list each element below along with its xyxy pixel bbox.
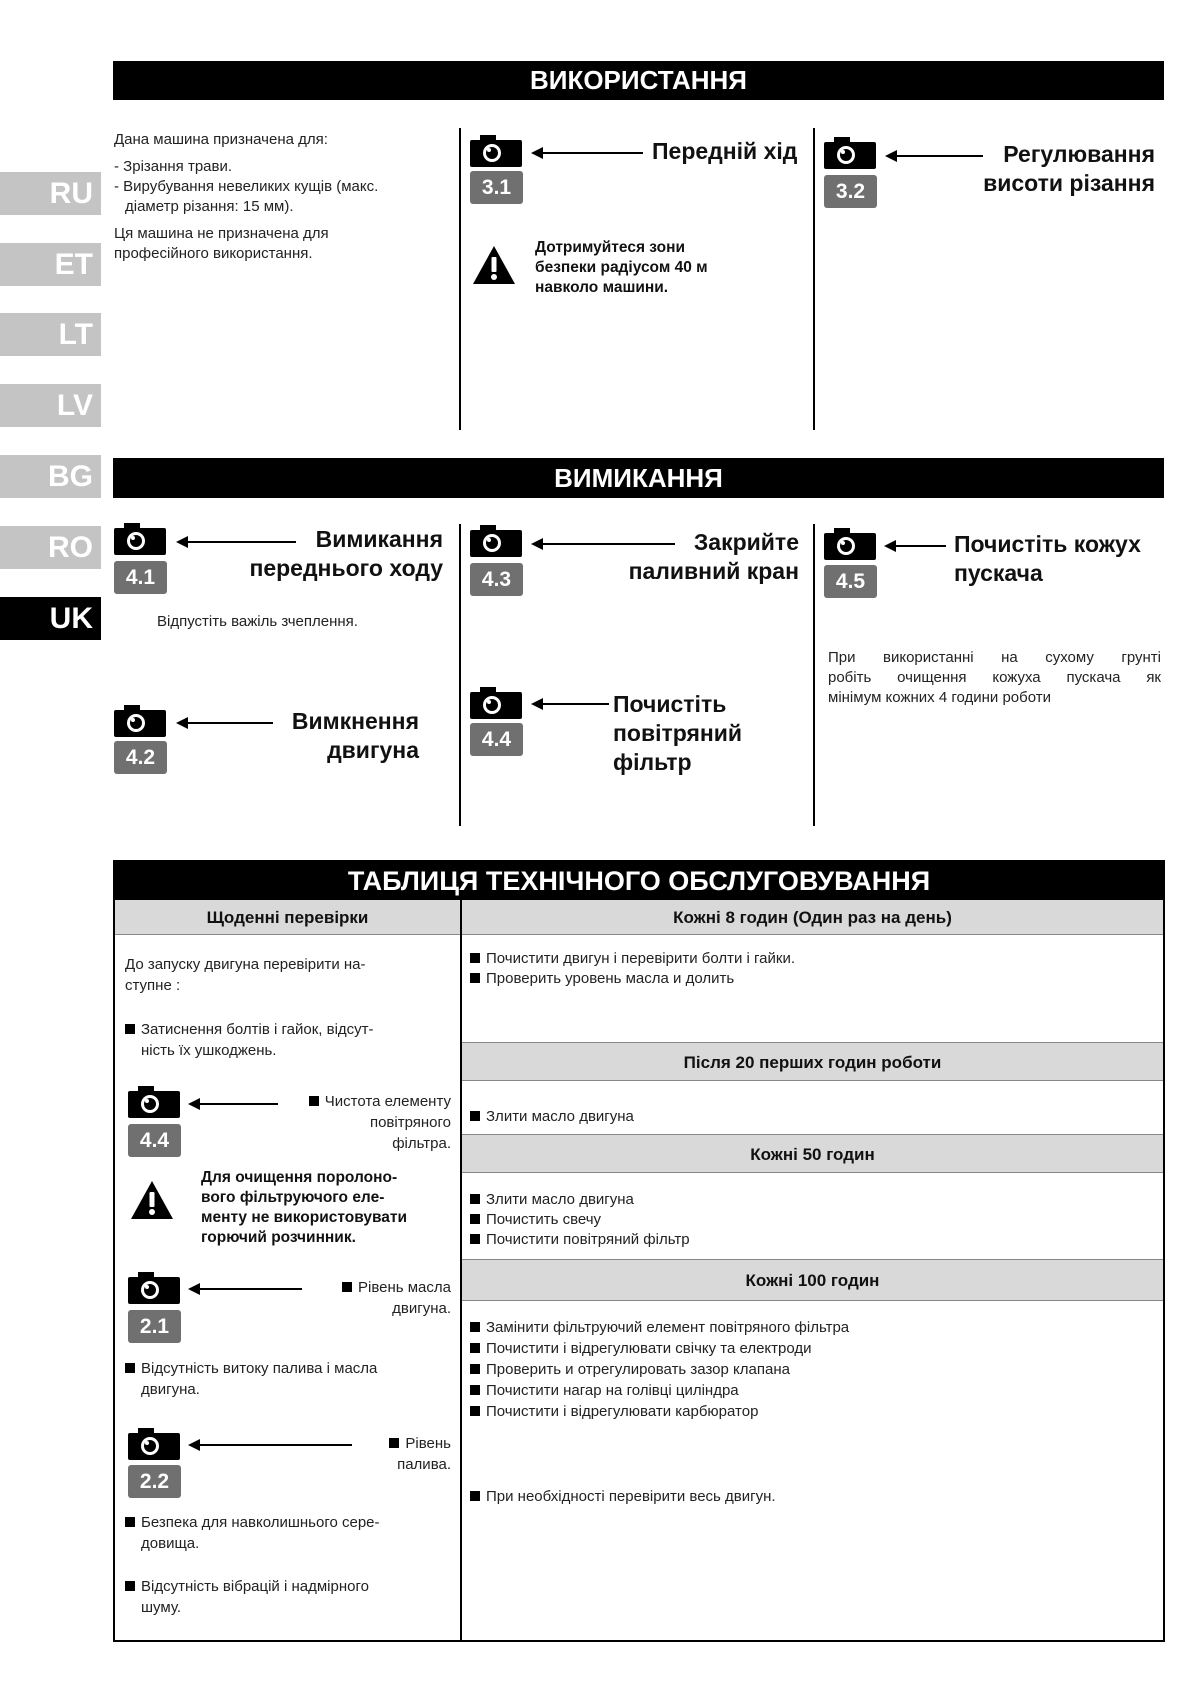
safety-zone-warning-l1: Дотримуйтеся зони bbox=[535, 239, 685, 256]
bullet-square-icon bbox=[470, 1406, 480, 1416]
arrow-icon bbox=[533, 152, 643, 154]
maintenance-item: Почистити двигун і перевірити болти і гайки. bbox=[470, 948, 795, 970]
release-clutch-text: Відпустіть важіль зчеплення. bbox=[157, 613, 358, 630]
bullet-square-icon bbox=[470, 1322, 480, 1332]
section-title-stop: ВИМИКАННЯ bbox=[113, 458, 1164, 498]
every-8-hours-header: Кожні 8 годин (Один раз на день) bbox=[462, 900, 1163, 935]
figure-badge: 4.3 bbox=[470, 563, 523, 596]
air-filter-clean-l3: фільтра. bbox=[392, 1135, 451, 1152]
figure-badge: 2.1 bbox=[128, 1310, 181, 1343]
figure-badge: 4.4 bbox=[128, 1124, 181, 1157]
air-filter-title-l2: повітряний bbox=[613, 720, 743, 746]
vibration-check-l1: Відсутність вібрацій і надмірного bbox=[125, 1576, 369, 1598]
maintenance-item: Злити масло двигуна bbox=[470, 1189, 634, 1211]
figure-badge: 4.5 bbox=[824, 565, 877, 598]
arrow-icon bbox=[190, 1103, 278, 1105]
starter-cover-text-l3: мінімум кожних 4 години роботи bbox=[828, 689, 1051, 706]
camera-icon bbox=[114, 523, 166, 555]
use-bullet-bushes: - Вирубування невеликих кущів (макс. bbox=[114, 178, 379, 195]
bolts-check-l1: Затиснення болтів і гайок, відсут- bbox=[125, 1019, 374, 1041]
bullet-square-icon bbox=[342, 1282, 352, 1292]
fuel-level-l1: Рівень bbox=[389, 1433, 451, 1455]
bullet-square-icon bbox=[309, 1096, 319, 1106]
use-note-line2: професійного використання. bbox=[114, 245, 313, 262]
camera-icon bbox=[128, 1428, 180, 1460]
maintenance-item: Почистити повітряний фільтр bbox=[470, 1229, 690, 1251]
maintenance-item: Почистити нагар на голівці циліндра bbox=[470, 1380, 739, 1402]
figure-badge: 4.4 bbox=[470, 723, 523, 756]
bullet-square-icon bbox=[125, 1024, 135, 1034]
camera-icon bbox=[128, 1272, 180, 1304]
solvent-warning-l1: Для очищення поролоно- bbox=[201, 1169, 398, 1186]
after-20-hours-header: Після 20 перших годин роботи bbox=[462, 1042, 1163, 1081]
camera-icon bbox=[114, 705, 166, 737]
safety-zone-warning-l2: безпеки радіусом 40 м bbox=[535, 259, 708, 276]
vibration-check-l2: шуму. bbox=[141, 1599, 182, 1616]
starter-cover-text-l2: робіть очищення кожуха пускача як bbox=[828, 669, 1161, 686]
maintenance-item: Почистити і відрегулювати свічку та електроди bbox=[470, 1338, 812, 1360]
bullet-square-icon bbox=[470, 953, 480, 963]
bullet-square-icon bbox=[470, 973, 480, 983]
warning-icon bbox=[472, 245, 516, 285]
forward-drive-off-title-l1: Вимикання bbox=[315, 526, 443, 552]
air-filter-clean-l2: повітряного bbox=[369, 1114, 451, 1131]
camera-icon bbox=[470, 687, 522, 719]
lang-tab-bg[interactable]: BG bbox=[0, 455, 101, 498]
arrow-icon bbox=[178, 722, 273, 724]
bullet-square-icon bbox=[470, 1234, 480, 1244]
env-safety-l2: довища. bbox=[141, 1535, 200, 1552]
lang-tab-lt[interactable]: LT bbox=[0, 313, 101, 356]
arrow-icon bbox=[190, 1444, 352, 1446]
maintenance-item: Замінити фільтруючий елемент повітряного фільтра bbox=[470, 1317, 849, 1339]
figure-badge: 2.2 bbox=[128, 1465, 181, 1498]
arrow-icon bbox=[178, 541, 296, 543]
camera-icon bbox=[470, 525, 522, 557]
column-divider bbox=[459, 128, 461, 430]
maintenance-item: Злити масло двигуна bbox=[470, 1106, 634, 1128]
oil-level-l1: Рівень масла bbox=[342, 1277, 451, 1299]
engine-off-title-l1: Вимкнення bbox=[291, 708, 419, 734]
starter-cover-text-l1: При використанні на сухому грунті bbox=[828, 649, 1161, 666]
every-50-hours-header: Кожні 50 годин bbox=[462, 1134, 1163, 1173]
use-bullet-grass: - Зрізання трави. bbox=[114, 158, 233, 175]
lang-tab-ro[interactable]: RO bbox=[0, 526, 101, 569]
maintenance-item: Проверить уровень масла и долить bbox=[470, 968, 734, 990]
bullet-square-icon bbox=[125, 1363, 135, 1373]
air-filter-title-l1: Почистіть bbox=[613, 691, 727, 717]
fuel-cock-title-l1: Закрийте bbox=[693, 529, 799, 555]
bullet-square-icon bbox=[470, 1491, 480, 1501]
camera-icon bbox=[824, 528, 876, 560]
forward-drive-title: Передній хід bbox=[652, 138, 798, 164]
cut-height-title-l1: Регулювання bbox=[1003, 141, 1155, 167]
oil-level-l2: двигуна. bbox=[392, 1300, 451, 1317]
use-bullet-bushes-cont: діаметр різання: 15 мм). bbox=[125, 198, 294, 215]
solvent-warning-l3: менту не використовувати bbox=[201, 1209, 408, 1226]
safety-zone-warning-l3: навколо машини. bbox=[535, 279, 669, 296]
figure-badge: 4.2 bbox=[114, 741, 167, 774]
column-divider bbox=[813, 128, 815, 430]
engine-off-title-l2: двигуна bbox=[327, 737, 419, 763]
camera-icon bbox=[824, 137, 876, 169]
daily-checks-header: Щоденні перевірки bbox=[115, 900, 460, 935]
leak-check-l2: двигуна. bbox=[141, 1381, 200, 1398]
air-filter-clean-l1: Чистота елементу bbox=[309, 1091, 451, 1113]
bullet-square-icon bbox=[470, 1194, 480, 1204]
maintenance-item: При необхідності перевірити весь двигун. bbox=[470, 1486, 776, 1508]
daily-intro-l2: ступне : bbox=[125, 977, 181, 994]
figure-badge: 3.2 bbox=[824, 175, 877, 208]
bolts-check-l2: ність їх ушкоджень. bbox=[141, 1042, 277, 1059]
bullet-square-icon bbox=[125, 1517, 135, 1527]
column-divider bbox=[813, 524, 815, 826]
solvent-warning-l4: горючий розчинник. bbox=[201, 1229, 356, 1246]
daily-intro-l1: До запуску двигуна перевірити на- bbox=[125, 956, 366, 973]
forward-drive-off-title-l2: переднього ходу bbox=[249, 555, 443, 581]
air-filter-title-l3: фільтр bbox=[613, 749, 692, 775]
arrow-icon bbox=[533, 703, 609, 705]
use-intro: Дана машина призначена для: bbox=[114, 131, 328, 148]
section-title-use: ВИКОРИСТАННЯ bbox=[113, 61, 1164, 100]
starter-cover-title-l2: пускача bbox=[954, 560, 1043, 586]
maintenance-table-title: ТАБЛИЦЯ ТЕХНІЧНОГО ОБСЛУГОВУВАННЯ bbox=[115, 862, 1163, 900]
bullet-square-icon bbox=[389, 1438, 399, 1448]
arrow-icon bbox=[887, 155, 983, 157]
fuel-level-l2: палива. bbox=[397, 1456, 451, 1473]
use-note-line1: Ця машина не призначена для bbox=[114, 225, 329, 242]
cut-height-title-l2: висоти різання bbox=[983, 170, 1155, 196]
env-safety-l1: Безпека для навколишнього сере- bbox=[125, 1512, 380, 1534]
maintenance-item: Почистити і відрегулювати карбюратор bbox=[470, 1401, 758, 1423]
arrow-icon bbox=[190, 1288, 302, 1290]
maintenance-table bbox=[113, 860, 1165, 1642]
lang-tab-et[interactable]: ET bbox=[0, 243, 101, 286]
warning-icon bbox=[130, 1180, 174, 1220]
arrow-icon bbox=[533, 543, 675, 545]
lang-tab-uk[interactable]: UK bbox=[0, 597, 101, 640]
camera-icon bbox=[128, 1086, 180, 1118]
bullet-square-icon bbox=[470, 1385, 480, 1395]
figure-badge: 4.1 bbox=[114, 561, 167, 594]
fuel-cock-title-l2: паливний кран bbox=[628, 558, 799, 584]
starter-cover-title-l1: Почистіть кожух bbox=[954, 531, 1141, 557]
maintenance-item: Почистить свечу bbox=[470, 1209, 601, 1231]
lang-tab-lv[interactable]: LV bbox=[0, 384, 101, 427]
bullet-square-icon bbox=[470, 1364, 480, 1374]
arrow-icon bbox=[886, 545, 946, 547]
maintenance-item: Проверить и отрегулировать зазор клапана bbox=[470, 1359, 790, 1381]
solvent-warning-l2: вого фільтруючого еле- bbox=[201, 1189, 385, 1206]
column-divider bbox=[459, 524, 461, 826]
leak-check-l1: Відсутність витоку палива і масла bbox=[125, 1358, 377, 1380]
every-100-hours-header: Кожні 100 годин bbox=[462, 1259, 1163, 1301]
bullet-square-icon bbox=[470, 1343, 480, 1353]
lang-tab-ru[interactable]: RU bbox=[0, 172, 101, 215]
bullet-square-icon bbox=[125, 1581, 135, 1591]
bullet-square-icon bbox=[470, 1111, 480, 1121]
figure-badge: 3.1 bbox=[470, 171, 523, 204]
bullet-square-icon bbox=[470, 1214, 480, 1224]
camera-icon bbox=[470, 135, 522, 167]
